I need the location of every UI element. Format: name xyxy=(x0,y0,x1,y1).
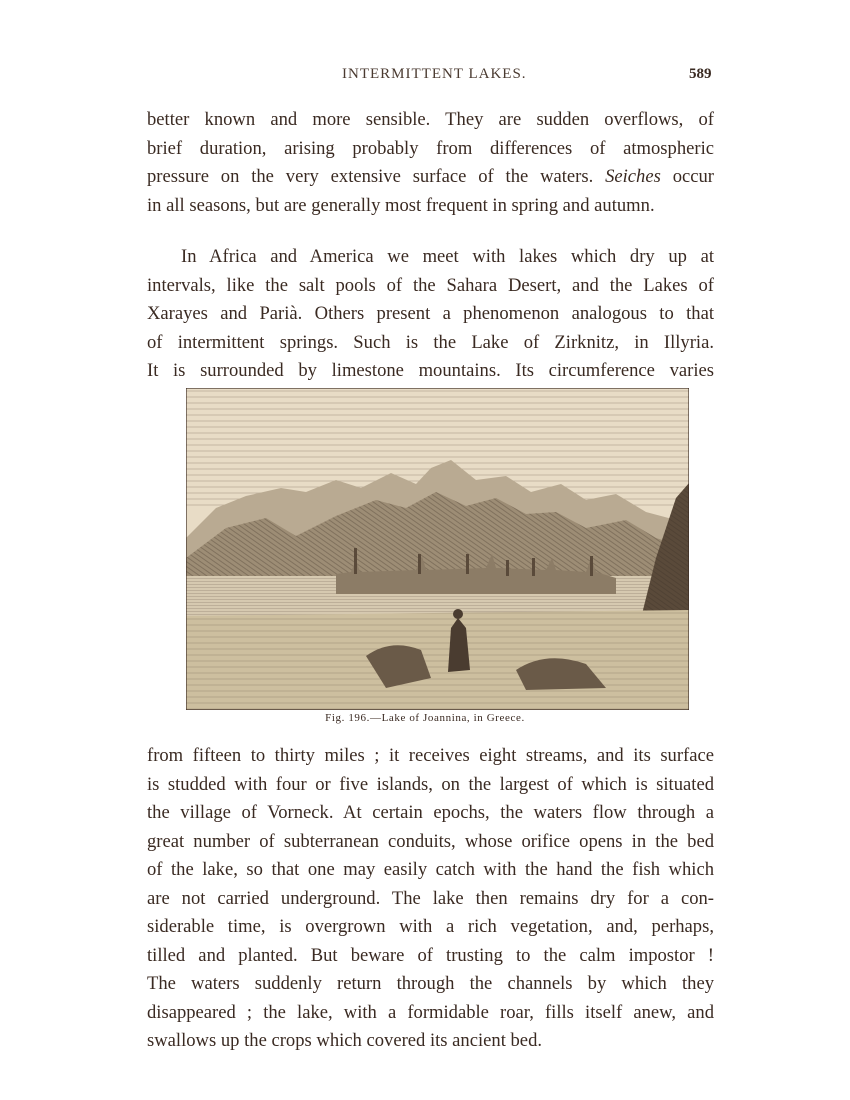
text-line: siderable time, is overgrown with a rich vegetation, and, perhaps, xyxy=(147,916,714,937)
text-line: It is surrounded by limestone mountains. Its circumference varies xyxy=(147,360,714,381)
running-title: INTERMITTENT LAKES. xyxy=(342,66,527,82)
text-line: the village of Vorneck. At certain epochs, the waters flow through a xyxy=(147,802,714,823)
text-line: In Africa and America we meet with lakes which dry up at xyxy=(181,246,714,267)
italic-term: Seiches xyxy=(605,166,661,187)
text-line: The waters suddenly return through the channels by which they xyxy=(147,973,714,994)
lake-landscape-engraving xyxy=(186,388,689,710)
text-line: of intermittent springs. Such is the Lake of Zirknitz, in Illyria. xyxy=(147,331,714,353)
text-line: swallows up the crops which covered its ancient bed. xyxy=(147,1030,543,1051)
paragraph-1 xyxy=(147,106,714,220)
text-line: tilled and planted. But beware of trusting to the calm impostor ! xyxy=(147,944,714,966)
text-line: disappeared ; the lake, with a formidable roar, fills itself anew, and xyxy=(147,1001,714,1023)
page-number: 589 xyxy=(689,66,712,82)
text-line: better known and more sensible. They are sudden overflows, of xyxy=(147,109,714,130)
text-line: intervals, like the salt pools of the Sahara Desert, and the Lakes of xyxy=(147,274,714,296)
text-span: occur xyxy=(660,166,714,187)
figure-caption: Fig. 196.—Lake of Joannina, in Greece. xyxy=(325,712,525,724)
text-line xyxy=(147,163,714,192)
figure-engraving xyxy=(186,388,689,710)
paragraph-3 xyxy=(147,742,714,1056)
text-line: of the lake, so that one may easily catch with the hand the fish which xyxy=(147,859,714,880)
text-line: from fifteen to thirty miles ; it receives eight streams, and its surface xyxy=(147,745,714,766)
text-span: pressure on the very extensive surface of the waters. xyxy=(147,166,594,187)
text-line: brief duration, arising probably from differences of atmospheric xyxy=(147,137,714,159)
text-line: great number of subterranean conduits, whose orifice opens in the bed xyxy=(147,830,714,852)
running-head xyxy=(0,66,850,90)
text-line: is studded with four or five islands, on the largest of which is situated xyxy=(147,773,714,795)
paragraph-2 xyxy=(147,243,714,386)
text-line: in all seasons, but are generally most frequent in spring and autumn. xyxy=(147,194,655,216)
text-line: Xarayes and Parià. Others present a phenomenon analogous to that xyxy=(147,303,714,324)
text-line: are not carried underground. The lake then remains dry for a con- xyxy=(147,887,714,909)
